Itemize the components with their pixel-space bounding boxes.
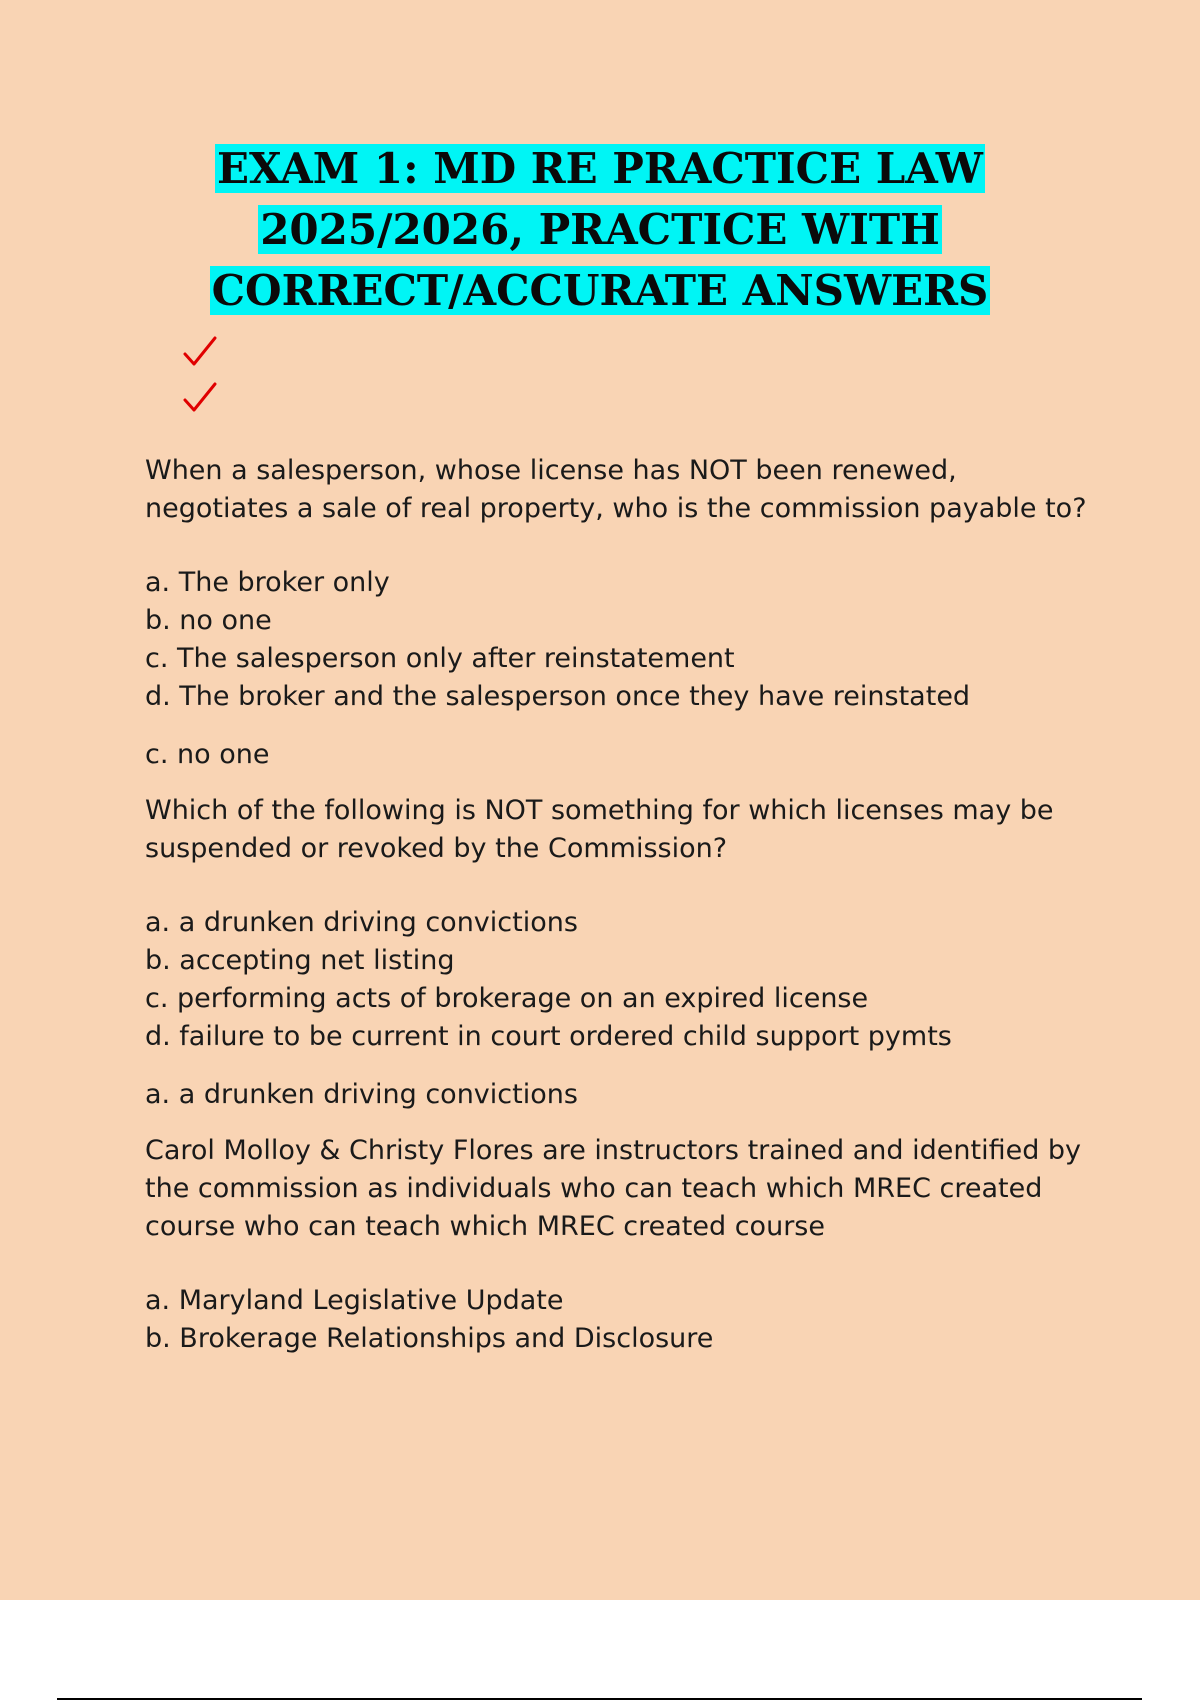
question-block bbox=[145, 792, 1095, 1114]
question-text: When a salesperson, whose license has NOT been renewed, negotiates a sale of real property, who is the commission payable to? bbox=[145, 455, 1087, 524]
question-text: Which of the following is NOT something for which licenses may be suspended or revoked by the Commission? bbox=[145, 795, 1054, 864]
answer-text: c. no one bbox=[145, 739, 270, 770]
option-list bbox=[145, 564, 1095, 716]
option-list bbox=[145, 1282, 1095, 1358]
option-list bbox=[145, 904, 1095, 1056]
option-a: a. a drunken driving convictions bbox=[145, 907, 578, 938]
option-c: c. performing acts of brokerage on an expired license bbox=[145, 983, 869, 1014]
checkmark-icon bbox=[180, 332, 220, 372]
option-b: b. Brokerage Relationships and Disclosure bbox=[145, 1323, 714, 1354]
option-a: a. The broker only bbox=[145, 567, 390, 598]
question-block bbox=[145, 1132, 1095, 1358]
title-line-1: EXAM 1: MD RE PRACTICE LAW bbox=[217, 144, 983, 193]
option-d: d. The broker and the salesperson once they have reinstated bbox=[145, 681, 971, 712]
option-b: b. no one bbox=[145, 605, 272, 636]
option-b: b. accepting net listing bbox=[145, 945, 455, 976]
checkmark-icon bbox=[180, 378, 220, 418]
answer-text: a. a drunken driving convictions bbox=[145, 1079, 578, 1110]
checkmark-group bbox=[180, 332, 240, 422]
question-text: Carol Molloy & Christy Flores are instructors trained and identified by the commission as individuals who can teach which MREC created course who can teach which MREC created course bbox=[145, 1135, 1082, 1242]
option-d: d. failure to be current in court ordered child support pymts bbox=[145, 1021, 952, 1052]
question-list bbox=[145, 452, 1095, 1378]
option-a: a. Maryland Legislative Update bbox=[145, 1285, 564, 1316]
question-block bbox=[145, 452, 1095, 774]
title-line-3: CORRECT/ACCURATE ANSWERS bbox=[211, 266, 989, 315]
option-c: c. The salesperson only after reinstatement bbox=[145, 643, 735, 674]
document-title bbox=[0, 138, 1200, 321]
title-line-2: 2025/2026, PRACTICE WITH bbox=[260, 205, 940, 254]
